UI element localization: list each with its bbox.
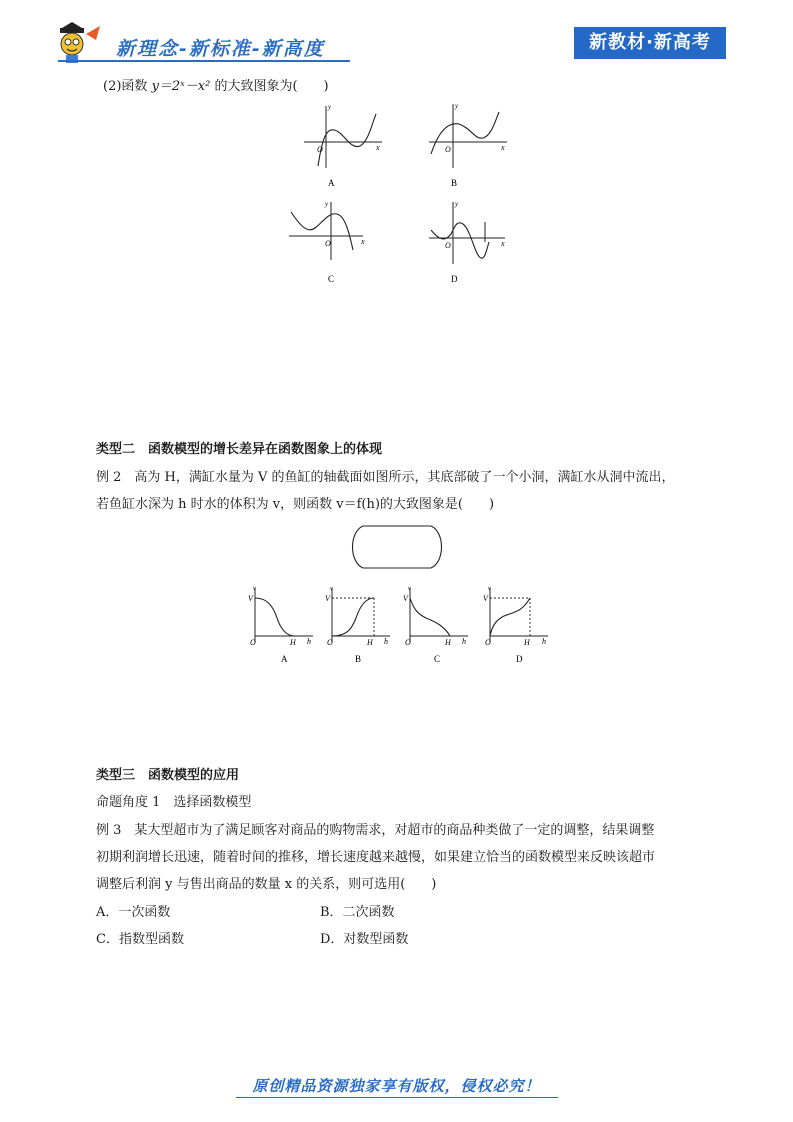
- q2-b-y: y: [455, 102, 459, 110]
- ex2-caption-a: A: [281, 654, 288, 664]
- header-slogan: 新理念-新标准-新高度: [116, 38, 325, 60]
- ex2-b-H: H: [367, 638, 373, 647]
- q2-suffix: 的大致图象为( ): [210, 79, 329, 94]
- option-b: B．二次函数: [320, 905, 395, 920]
- q2-c-x: x: [361, 237, 365, 246]
- ex2-c-O: O: [405, 638, 411, 647]
- ex2-graph-a: [245, 582, 317, 666]
- header-underline: [58, 60, 350, 62]
- footer-underline: [236, 1097, 558, 1098]
- ex2-b-O: O: [327, 638, 333, 647]
- q2-b-x: x: [501, 143, 505, 152]
- q2-a-origin: O: [317, 145, 323, 154]
- q2-graph-d: [425, 198, 515, 288]
- q2-d-origin: O: [445, 241, 451, 250]
- option-c: C．指数型函数: [96, 932, 184, 947]
- ex2-graph-b: [322, 582, 394, 666]
- q2-graph-b: [425, 100, 515, 192]
- option-a: A．一次函数: [96, 905, 171, 920]
- section3-line1: 例 3 某大型超市为了满足顾客对商品的购物需求，对超市的商品种类做了一定的调整，结果调整: [96, 823, 655, 838]
- ex2-c-H: H: [445, 638, 451, 647]
- q2-caption-b: B: [451, 178, 458, 188]
- ex2-c-v: v: [408, 586, 411, 592]
- q2-prefix: (2)函数: [103, 79, 152, 94]
- section2-title: 类型二 函数模型的增长差异在函数图象上的体现: [96, 442, 383, 457]
- ex2-caption-b: B: [355, 654, 362, 664]
- ex2-caption-c: C: [434, 654, 441, 664]
- ex2-d-O: O: [485, 638, 491, 647]
- section3-title: 类型三 函数模型的应用: [96, 768, 240, 783]
- q2-caption-d: D: [451, 274, 458, 284]
- section3-line2: 初期利润增长迅速，随着时间的推移，增长速度越来越慢，如果建立恰当的函数模型来反映该超市: [96, 850, 656, 865]
- ex2-c-V: V: [403, 594, 408, 603]
- q2-d-x: x: [501, 239, 505, 248]
- section2-line1: 例 2 高为 H，满缸水量为 V 的鱼缸的轴截面如图所示，其底部破了一个小洞，满缸水从洞中流出，: [96, 470, 675, 485]
- q2-a-y: y: [328, 103, 332, 111]
- section3-subtitle: 命题角度 1 选择函数模型: [96, 795, 252, 810]
- ex2-caption-d: D: [516, 654, 523, 664]
- q2-graph-a: [300, 100, 390, 192]
- option-d: D．对数型函数: [320, 932, 409, 947]
- q2-graph-c: [285, 198, 380, 288]
- ex2-a-O: O: [250, 638, 256, 647]
- q2-c-origin: O: [325, 239, 331, 248]
- ex2-graph-d: [480, 582, 552, 666]
- ex2-a-v: v: [253, 586, 256, 592]
- section2-line2: 若鱼缸水深为 h 时水的体积为 v，则函数 v＝f(h)的大致图象是( ): [96, 497, 495, 512]
- q2-stem: [103, 78, 329, 96]
- ex2-a-V: V: [248, 594, 253, 603]
- ex2-b-v: v: [330, 586, 333, 592]
- ex2-b-h: h: [384, 637, 388, 646]
- ex2-a-H: H: [290, 638, 296, 647]
- q2-caption-a: A: [328, 178, 335, 188]
- section3-line3: 调整后利润 y 与售出商品的数量 x 的关系，则可选用( ): [96, 877, 437, 892]
- q2-formula: y＝2ˣ－x²: [151, 79, 211, 94]
- ex2-d-V: V: [483, 594, 488, 603]
- ex2-d-H: H: [524, 638, 530, 647]
- q2-d-y: y: [455, 200, 459, 208]
- q2-caption-c: C: [328, 274, 335, 284]
- ex2-c-h: h: [462, 637, 466, 646]
- fish-tank-figure: [345, 522, 450, 574]
- q2-b-origin: O: [445, 145, 451, 154]
- ex2-d-h: h: [542, 637, 546, 646]
- q2-a-x: x: [376, 143, 380, 152]
- q2-c-y: y: [325, 200, 329, 208]
- ex2-a-h: h: [307, 637, 311, 646]
- footer-copyright: 原创精品资源独家享有版权，侵权必究！: [252, 1077, 541, 1095]
- ex2-d-v: v: [488, 586, 491, 592]
- ex2-b-V: V: [325, 594, 330, 603]
- header-badge: 新教材·新高考: [574, 27, 726, 59]
- ex2-graph-c: [400, 582, 472, 666]
